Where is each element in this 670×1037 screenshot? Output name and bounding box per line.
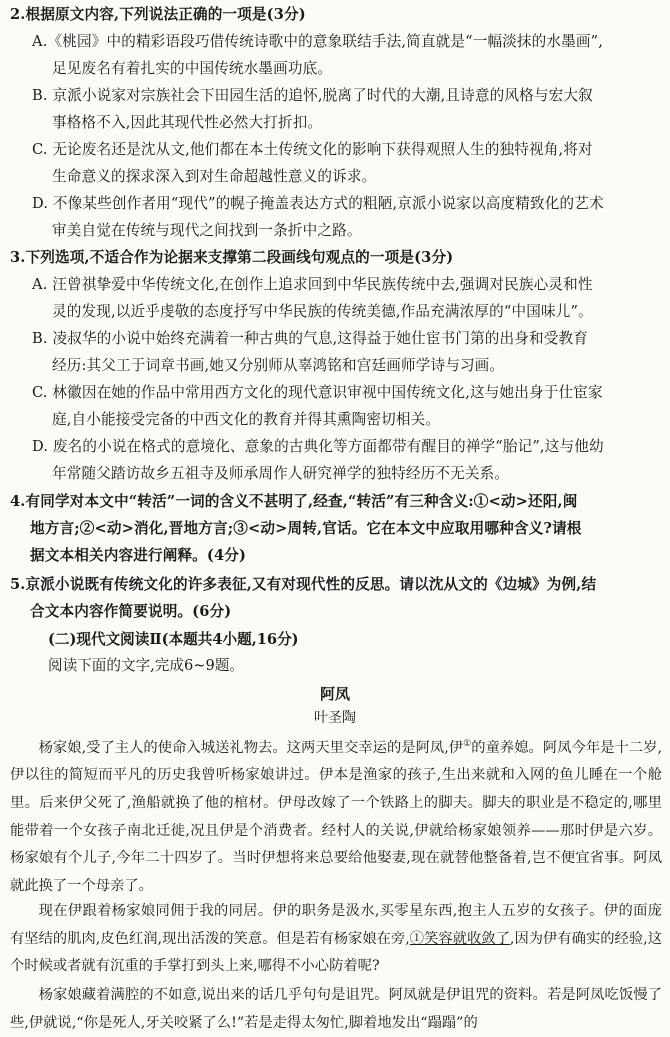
q2-option-b <box>32 82 662 136</box>
q2-option-d-line2: 审美自觉在传统与现代之间找到一条折中之路。 <box>52 222 362 239</box>
q3-option-b-line1: B. 凌叔华的小说中始终充满着一种古典的气息,这得益于她仕宦书门第的出身和受教育 <box>32 330 589 347</box>
underlined-sentence: ①笑容就收敛了 <box>409 930 510 947</box>
q2-option-c-line1: C. 无论废名还是沈从文,他们都在本土传统文化的影响下获得观照人生的独特视角,将对 <box>32 141 593 158</box>
q4-line3: 据文本相关内容进行阐释。(4分) <box>30 547 247 564</box>
q3-option-b-line2: 经历:其父工于词章书画,她又分别师从辜鸿铭和宫廷画师学诗与习画。 <box>52 357 505 374</box>
q2-option-a-line2: 足见废名有着扎实的中国传统水墨画功底。 <box>52 60 333 77</box>
q4-line2: 地方言;②<动>消化,晋地方言;③<动>周转,官话。它在本文中应取用哪种含义?请根 <box>30 520 582 537</box>
q2-option-a <box>32 28 662 82</box>
q2-option-b-line2: 事格格不入,因此其现代性必然大打折扣。 <box>52 114 323 131</box>
q2-option-c <box>32 136 662 190</box>
q2-option-d-line1: D. 不像某些创作者用“现代”的幌子掩盖表达方式的粗陋,京派小说家以高度精致化的艺术 <box>32 195 604 212</box>
q3-option-d <box>32 433 662 487</box>
story-title: 阿凤 <box>319 685 350 703</box>
q5-line1: 5.京派小说既有传统文化的许多表征,又有对现代性的反思。请以沈从文的《边城》为例,结 <box>10 576 597 593</box>
p1-text-a: 杨家娘,受了主人的使命入城送礼物去。这两天里交幸运的是阿凤,伊 <box>38 739 464 756</box>
q3-option-c-line1: C. 林徽因在她的作品中常用西方文化的现代意识审视中国传统文化,这与她出身于仕宦家 <box>32 384 603 401</box>
q3-option-c <box>32 379 662 433</box>
question-2-stem: 2.根据原文内容,下列说法正确的一项是(3分) <box>10 6 306 23</box>
q3-option-c-line2: 庭,自小能接受完备的中西文化的教育并得其熏陶密切相关。 <box>52 411 441 428</box>
story-paragraph-1 <box>10 731 662 900</box>
q3-option-d-line2: 年常随父踏访故乡五祖寺及师承周作人研究禅学的独特经历不无关系。 <box>52 465 510 482</box>
q3-option-b <box>32 325 662 379</box>
q2-option-c-line2: 生命意义的探求深入到对生命超越性意义的诉求。 <box>52 168 377 185</box>
footnote-marker: ① <box>463 739 472 749</box>
section-heading: (二)现代文阅读Ⅱ(本题共4小题,16分) <box>48 631 299 648</box>
story-author: 叶圣陶 <box>314 710 356 726</box>
p2-text-a: 现在伊跟着杨家娘同佣于我的同居。伊的职务是汲水,买零星东西,抱主人五岁的女孩子。伊的面庞有坚结的肌肉,皮色红润,现出活泼的笑意。但是若有杨家娘在旁, <box>10 903 662 947</box>
q2-option-b-line1: B. 京派小说家对宗族社会下田园生活的追怀,脱离了时代的大潮,且诗意的风格与宏大叙 <box>32 87 593 104</box>
q3-option-a-line1: A. 汪曾祺挚爱中华传统文化,在创作上追求回到中华民族传统中去,强调对民族心灵和性 <box>32 276 593 293</box>
p2-text-b: ,因为伊有确实的经验,这个时候或者就有沉重的手掌打到头上来,哪得不小心防着呢? <box>10 930 663 975</box>
story-paragraph-3: 杨家娘藏着满腔的不如意,说出来的话几乎句句是诅咒。阿凤就是伊诅咒的资料。若是阿凤吃饭慢了些,伊就说,“你是死人,牙关咬紧了么!”若是走得太匆忙,脚着地发出“蹋蹋”的 <box>10 987 662 1031</box>
q3-option-d-line1: D. 废名的小说在格式的意境化、意象的古典化等方面都带有醒目的禅学“胎记”,这与他幼 <box>32 438 604 455</box>
story-paragraph-2 <box>10 898 662 981</box>
q2-option-a-line1: A.《桃园》中的精彩语段巧借传统诗歌中的意象联结手法,简直就是“一幅淡抹的水墨画”, <box>32 33 604 50</box>
q3-option-a <box>32 271 662 325</box>
question-3-stem: 3.下列选项,不适合作为论据来支撑第二段画线句观点的一项是(3分) <box>10 249 454 266</box>
q2-option-d <box>32 190 662 244</box>
question-5 <box>10 571 662 625</box>
q5-line2: 合文本内容作简要说明。(6分) <box>30 603 232 620</box>
reading-instruction: 阅读下面的文字,完成6~9题。 <box>48 657 244 674</box>
question-4 <box>10 488 662 569</box>
q4-line1: 4.有同学对本文中“转活”一词的含义不甚明了,经查,“转活”有三种含义:①<动>还阳,闽 <box>10 493 578 510</box>
p1-text-b: 的童养媳。阿凤今年是十二岁,伊以往的简短而平凡的历史我曾听杨家娘讲过。伊本是渔家的孩子,生出来就和入网的鱼儿睡在一个舱里。后来伊父死了,渔船就换了他的棺材。伊母改嫁了一个铁路上的脚夫。脚夫的职业是不稳定的,哪里能带着一个女孩子南北迁徙,况且伊是个消费者。经村人的关说,伊就给杨家娘领养——那时伊是六岁。杨家娘有个儿子,今年二十四岁了。当时伊想将来总要给他娶妻,现在就替他整备着,岂不便宜省事。阿凤就此换了一个母亲了。 <box>10 739 663 894</box>
q3-option-a-line2: 灵的发现,以近乎虔敬的态度抒写中华民族的传统美德,作品充满浓厚的“中国味儿”。 <box>52 303 593 320</box>
